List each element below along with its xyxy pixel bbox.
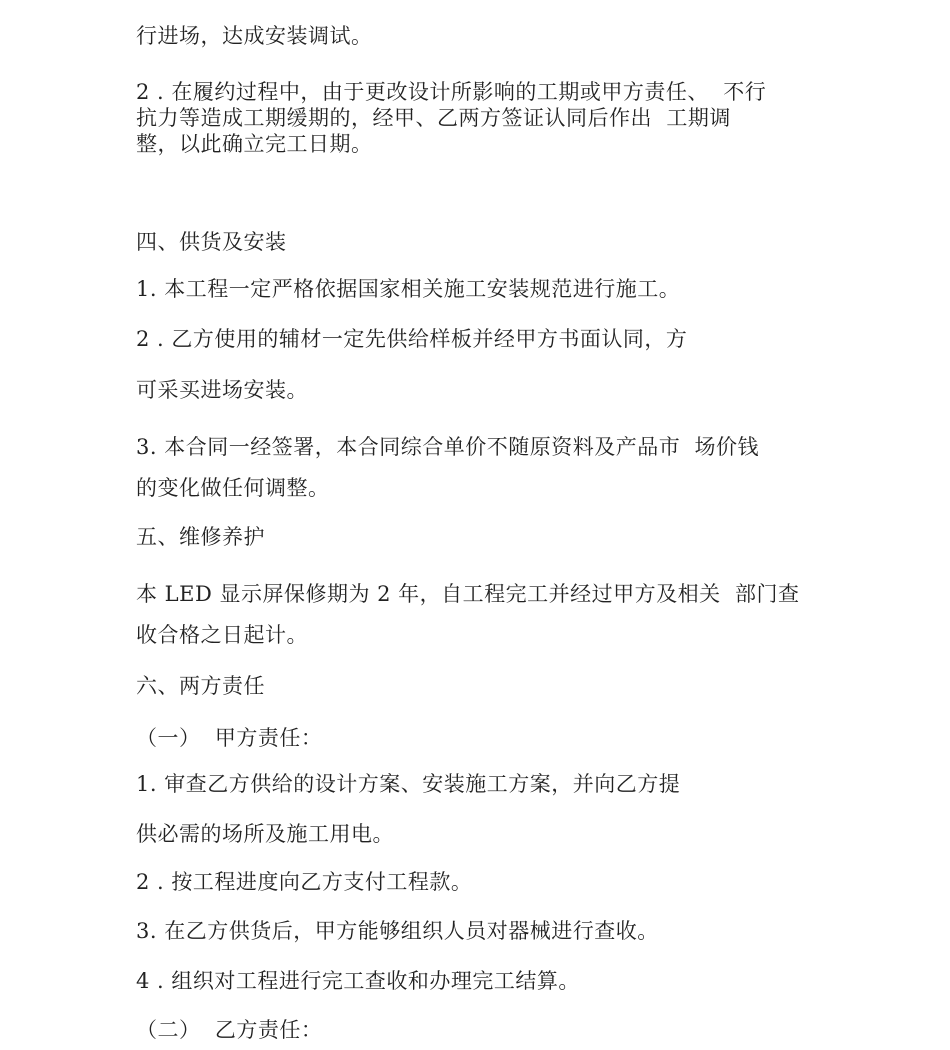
text-line-17: 供必需的场所及施工用电。 [136, 822, 394, 846]
text-line-6: 1. 本工程一定严格依据国家相关施工安装规范进行施工。 [136, 277, 681, 301]
text-line-19: 3. 在乙方供货后，甲方能够组织人员对器械进行查收。 [136, 919, 659, 943]
section-heading-maintenance: 五、维修养护 [136, 525, 265, 549]
text-line-12: 本 LED 显示屏保修期为 2 年，自工程完工并经过甲方及相关 部门查 [136, 582, 800, 606]
text-line-13: 收合格之日起计。 [136, 623, 308, 647]
text-line-4: 整，以此确立完工日期。 [136, 132, 373, 156]
text-line-18: 2 . 按工程进度向乙方支付工程款。 [136, 870, 473, 894]
text-line-3: 抗力等造成工期缓期的，经甲、乙两方签证认同后作出 工期调 [136, 106, 731, 130]
text-line-8: 可采买进场安装。 [136, 378, 308, 402]
subheading-party-b: （二） 乙方责任： [136, 1018, 323, 1042]
text-line-9: 3. 本合同一经签署，本合同综合单价不随原资料及产品市 场价钱 [136, 435, 760, 459]
text-line-2: 2 . 在履约过程中，由于更改设计所影响的工期或甲方责任、 不行 [136, 80, 767, 104]
text-line-1: 行进场，达成安装调试。 [136, 24, 373, 48]
text-line-16: 1. 审查乙方供给的设计方案、安装施工方案，并向乙方提 [136, 772, 681, 796]
section-heading-responsibilities: 六、两方责任 [136, 674, 265, 698]
text-line-7: 2 . 乙方使用的辅材一定先供给样板并经甲方书面认同，方 [136, 327, 688, 351]
section-heading-supply: 四、供货及安装 [136, 230, 287, 254]
text-line-20: 4 . 组织对工程进行完工查收和办理完工结算。 [136, 969, 580, 993]
subheading-party-a: （一） 甲方责任： [136, 726, 323, 750]
text-line-10: 的变化做任何调整。 [136, 476, 330, 500]
